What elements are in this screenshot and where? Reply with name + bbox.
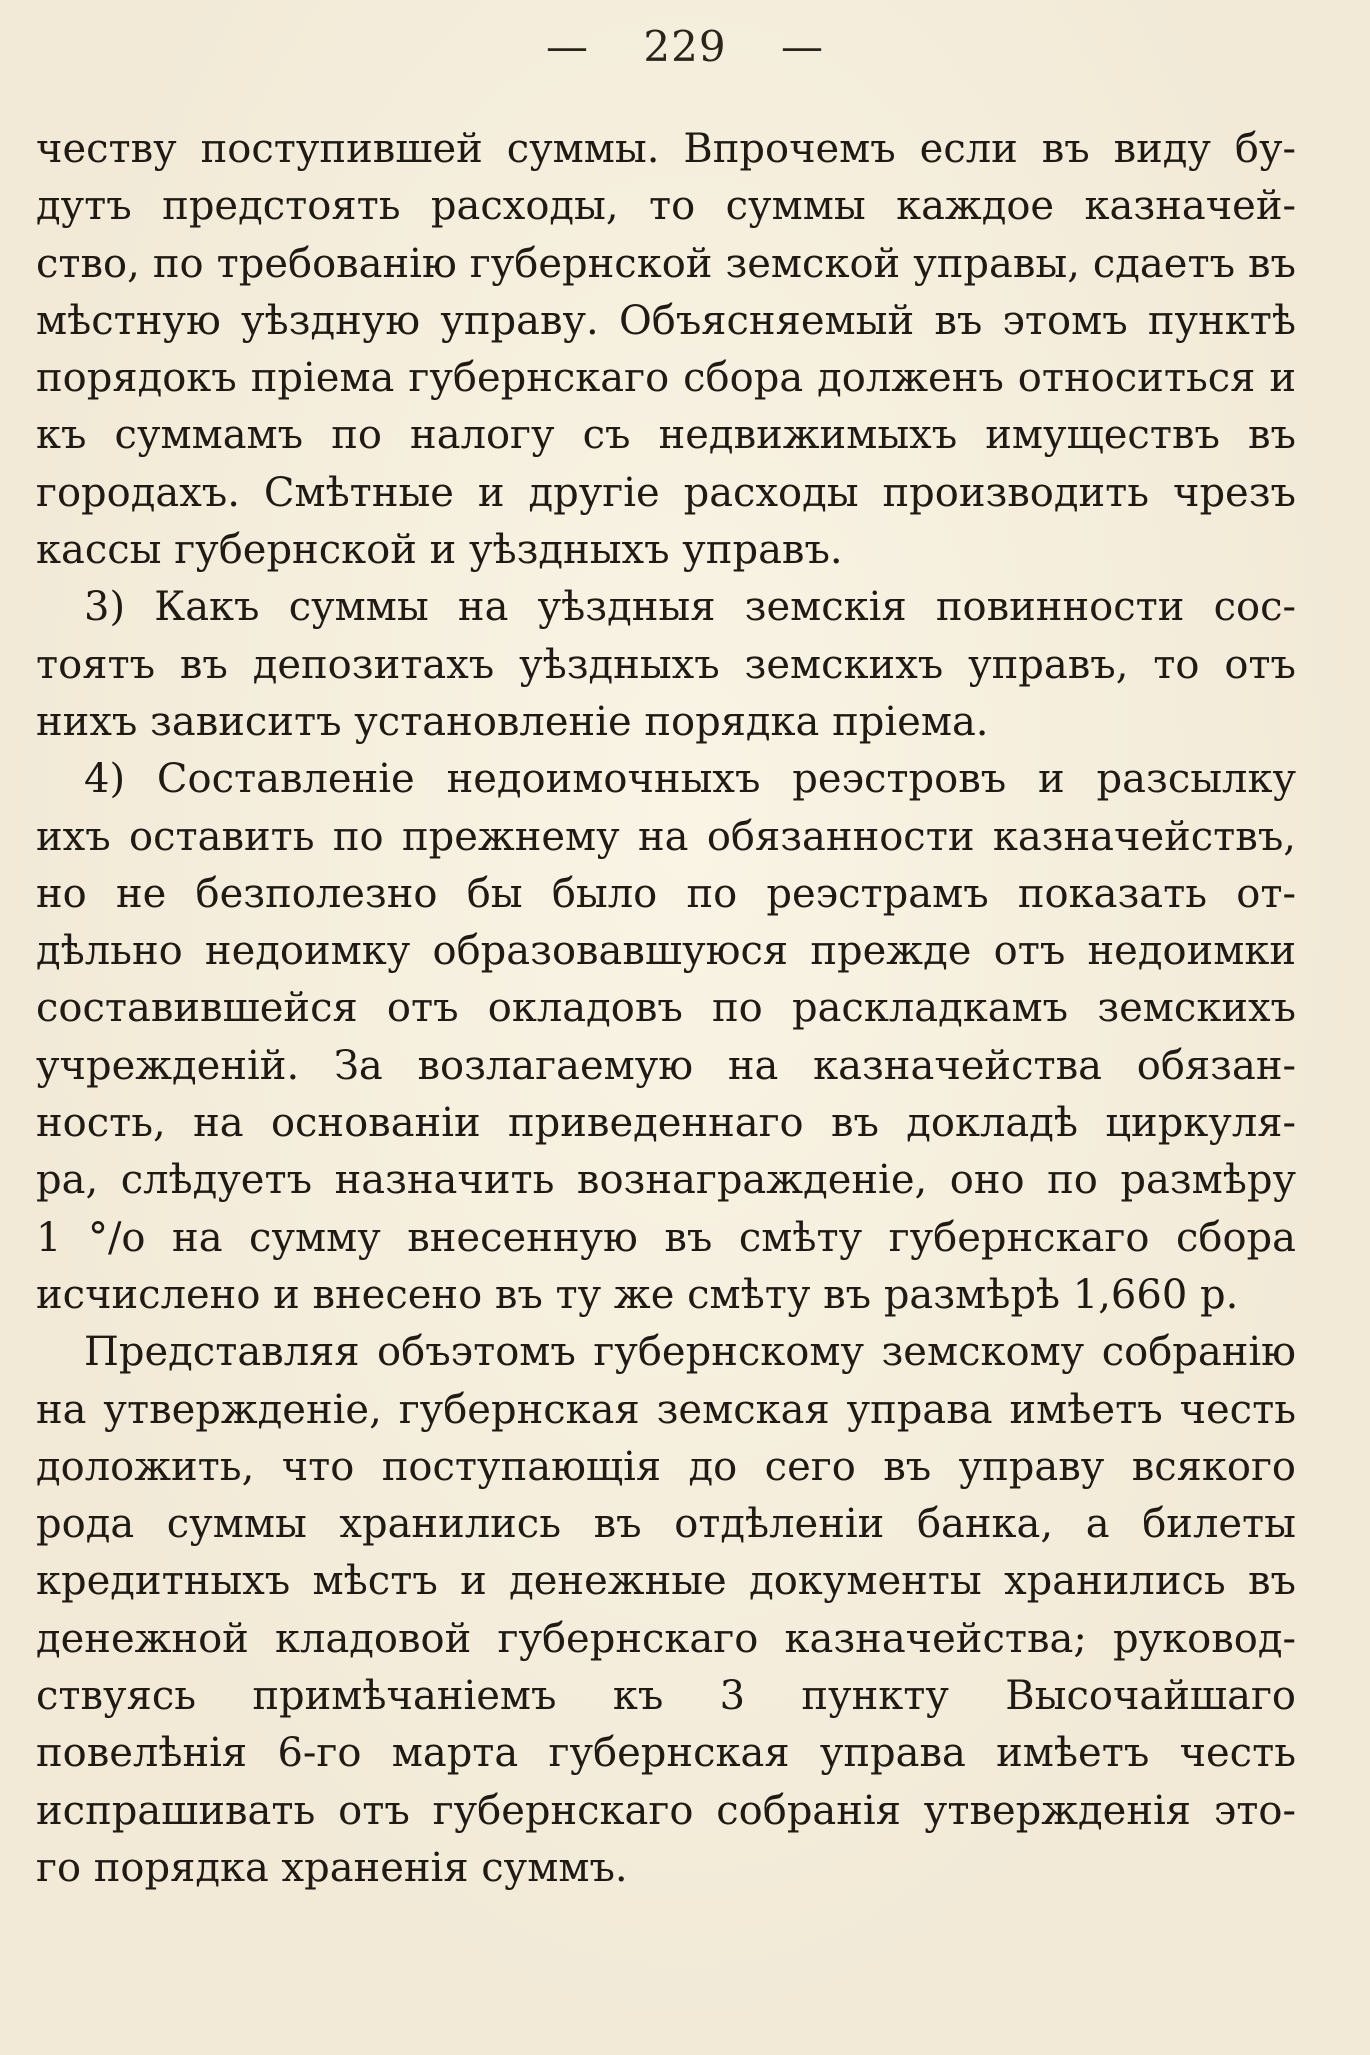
text-line: денежной кладовой губернскаго казначейства; руковод- [36,1615,1296,1662]
text-line: го порядка храненія суммъ. [36,1844,628,1891]
text-line: испрашивать отъ губернскаго собранія утвержденія это- [36,1787,1296,1834]
text-line: Представляя объэтомъ губернскому земскому собранію [84,1329,1296,1376]
text-line: кредитныхъ мѣстъ и денежные документы хранились въ [36,1558,1296,1605]
text-line: повелѣнія 6-го марта губернская управа имѣетъ честь [36,1730,1296,1777]
text-line: мѣстную уѣздную управу. Объясняемый въ этомъ пунктѣ [36,297,1296,344]
text-line: дутъ предстоять расходы, то суммы каждое казначей- [36,183,1296,230]
text-line: 3) Какъ суммы на уѣздныя земскія повинности сос- [84,584,1296,631]
text-line: дѣльно недоимку образовавшуюся прежде отъ недоимки [36,928,1296,975]
text-line: тоятъ въ депозитахъ уѣздныхъ земскихъ управъ, то отъ [36,641,1296,688]
text-line: порядокъ пріема губернскаго сбора долженъ относиться и [36,355,1296,402]
text-line: ность, на основаніи приведеннаго въ докладѣ циркуля- [36,1100,1296,1147]
text-line: доложить, что поступающія до сего въ управу всякого [36,1443,1296,1490]
text-line: честву поступившей суммы. Впрочемъ если въ виду бу- [36,126,1296,172]
body-text [36,121,1296,1897]
text-line: ство, по требованію губернской земской управы, сдаетъ въ [36,240,1296,287]
text-line: исчислено и внесено въ ту же смѣту въ размѣрѣ 1,660 р. [36,1271,1239,1318]
header-dash-left: — [546,22,590,71]
text-line: 1 °/о на сумму внесенную въ смѣту губернскаго сбора [36,1214,1296,1261]
text-line: но не безполезно бы было по реэстрамъ показать от- [36,870,1296,917]
text-line: къ суммамъ по налогу съ недвижимыхъ имуществъ въ [36,412,1296,459]
text-line: 4) Составленіе недоимочныхъ реэстровъ и разсылку [84,756,1296,803]
page-number-header [0,22,1370,71]
text-line: кассы губернской и уѣздныхъ управъ. [36,527,843,574]
text-line: нихъ зависитъ установленіе порядка пріема. [36,698,989,745]
page-number: 229 [643,22,727,71]
text-line: рода суммы хранились въ отдѣленіи банка, а билеты [36,1501,1296,1548]
header-dash-right: — [780,22,824,71]
text-line: на утвержденіе, губернская земская управа имѣетъ честь [36,1386,1296,1433]
text-line: городахъ. Смѣтные и другіе расходы производить чрезъ [36,469,1296,516]
text-line: составившейся отъ окладовъ по раскладкамъ земскихъ [36,985,1296,1032]
text-line: учрежденій. За возлагаемую на казначейства обязан- [36,1042,1296,1089]
text-line: ствуясь примѣчаніемъ къ 3 пункту Высочайшаго [36,1673,1296,1720]
text-line: ихъ оставить по прежнему на обязанности казначействъ, [36,813,1296,860]
text-line: ра, слѣдуетъ назначить вознагражденіе, оно по размѣру [36,1157,1296,1204]
